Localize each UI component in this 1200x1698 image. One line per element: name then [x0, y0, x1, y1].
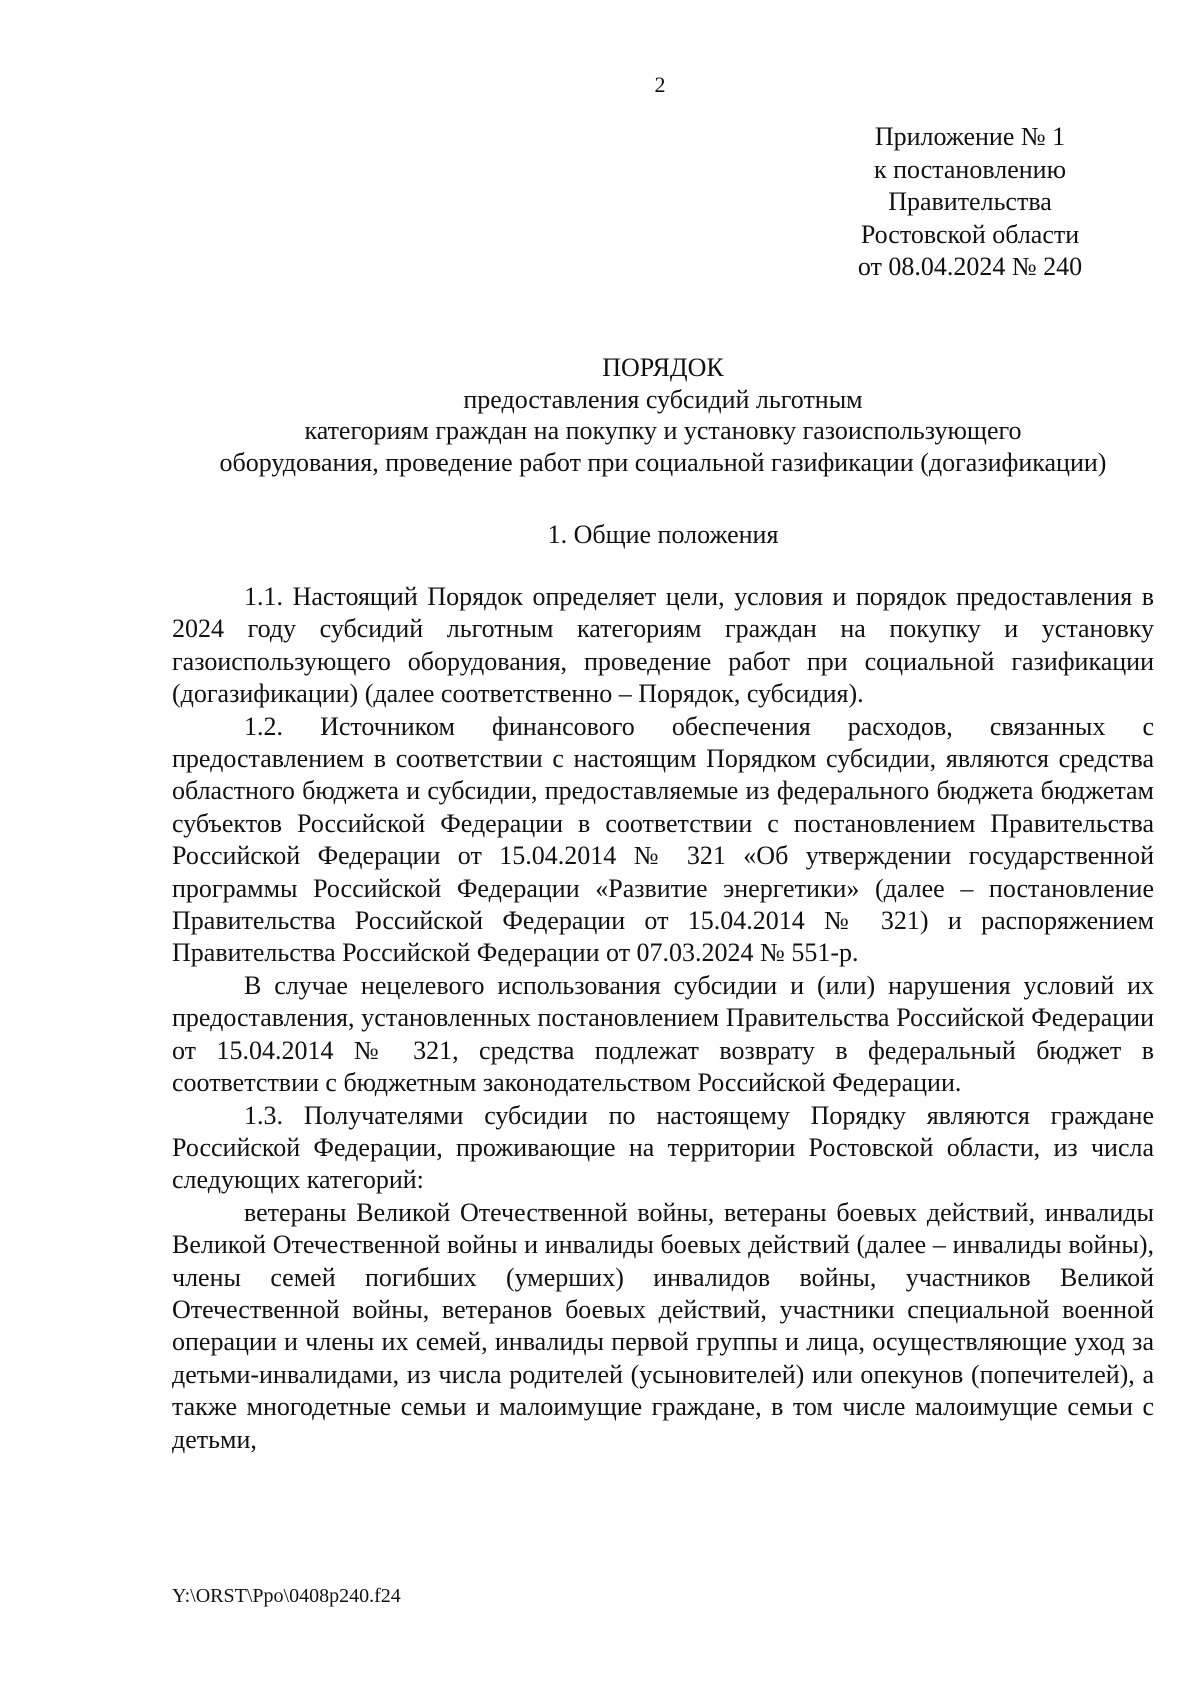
paragraph: 1.1. Настоящий Порядок определяет цели, условия и порядок предоставления в 2024 году субсидий льготным категориям граждан на покупку и установку газоиспользующего оборудования, проведение работ при социальной газификации (догазификации) (далее соответственно – Порядок, субсидия).	[172, 582, 1154, 709]
appendix-line: к постановлению	[873, 154, 1067, 184]
document-subtitle-line: категориям граждан на покупку и установку газоиспользующего	[304, 416, 1022, 445]
appendix-line: Ростовской области	[860, 219, 1080, 249]
page-number: 2	[654, 72, 666, 97]
document-subtitle-line: предоставления субсидий льготным	[463, 384, 863, 414]
document-subtitle-line: оборудования, проведение работ при социальной газификации (догазификации)	[219, 447, 1107, 477]
paragraph: ветераны Великой Отечественной войны, ветераны боевых действий, инвалиды Великой Отечественной войны и инвалиды боевых действий (далее – инвалиды войны), члены семей погибших (умерших) инвалидов войны, участников Великой Отечественной войны, ветеранов боевых действий, участники специальной военной операции и члены их семей, инвалиды первой группы и лица, осуществляющие уход за детьми-инвалидами, из числа родителей (усыновителей) или опекунов (попечителей), а также многодетные семьи и малоимущие граждане, в том числе малоимущие семьи с детьми,	[172, 1197, 1154, 1454]
paragraph: 1.2. Источником финансового обеспечения расходов, связанных с предоставлением в соответствии с настоящим Порядком субсидии, являются средства областного бюджета и субсидии, предоставляемые из федерального бюджета бюджетам субъектов Российской Федерации в соответствии с постановлением Правительства Российской Федерации от 15.04.2014 № 321 «Об утверждении государственной программы Российской Федерации «Развитие энергетики» (далее – постановление Правительства Российской Федерации от 15.04.2014 № 321) и распоряжением Правительства Российской Федерации от 07.03.2024 № 551-р.	[172, 711, 1154, 968]
paragraph: В случае нецелевого использования субсидии и (или) нарушения условий их предоставления, установленных постановлением Правительства Российской Федерации от 15.04.2014 № 321, средства подлежат возврату в федеральный бюджет в соответствии с бюджетным законодательством Российской Федерации.	[172, 970, 1154, 1098]
appendix-line: от 08.04.2024 № 240	[857, 252, 1083, 281]
appendix-line: Правительства	[888, 187, 1052, 216]
footer-file-path: Y:\ORST\Ppo\0408p240.f24	[172, 1585, 401, 1607]
document-title-block	[172, 352, 1154, 478]
section-heading: 1. Общие положения	[547, 520, 779, 549]
appendix-block	[820, 121, 1120, 284]
paragraph: 1.3. Получателями субсидии по настоящему Порядку являются граждане Российской Федерации, проживающие на территории Ростовской области, из числа следующих категорий:	[172, 1100, 1154, 1195]
body-text	[172, 581, 1154, 1456]
appendix-line: Приложение № 1	[874, 122, 1066, 151]
document-title: ПОРЯДОК	[602, 353, 724, 382]
